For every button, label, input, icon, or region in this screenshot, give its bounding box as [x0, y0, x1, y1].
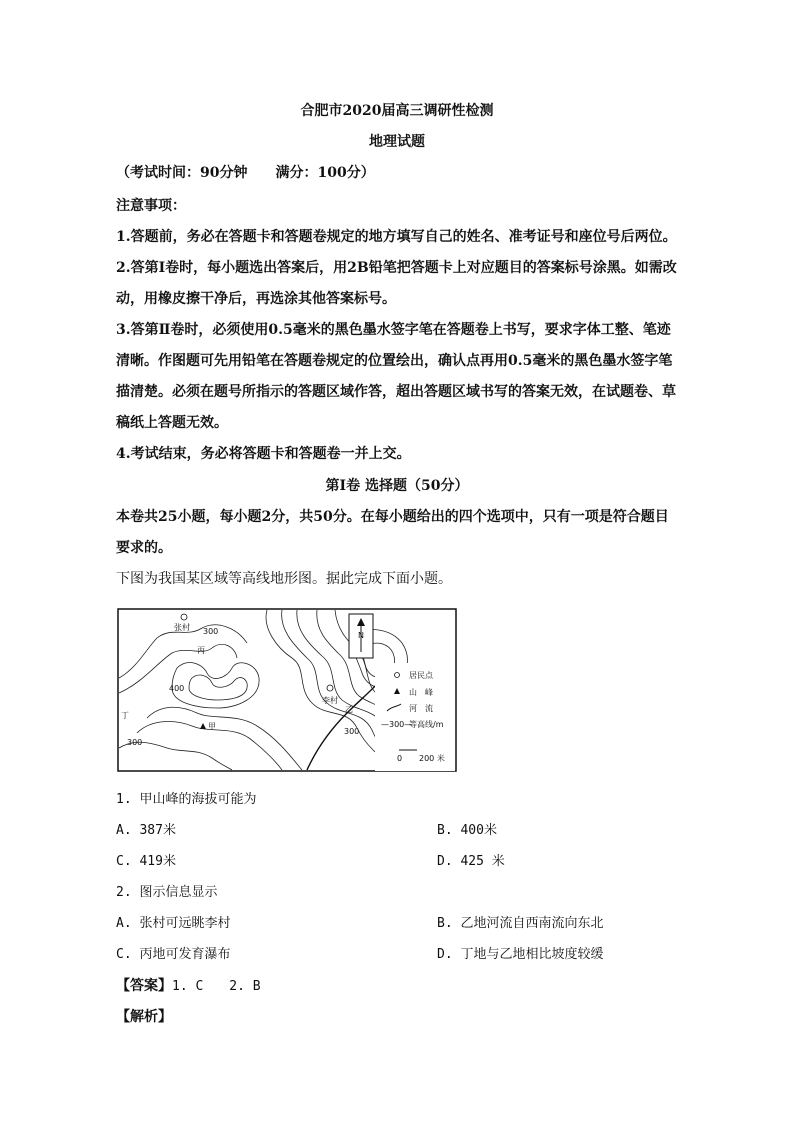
- legend-settlement: 居民点: [409, 671, 433, 680]
- north-label: N: [358, 631, 364, 640]
- option: A. 387米: [116, 823, 176, 838]
- exam-info: （考试时间：90分钟 满分：100分）: [116, 165, 375, 181]
- note-line: 稿纸上答题无效。: [116, 415, 228, 431]
- question-stem: 1. 甲山峰的海拔可能为: [116, 792, 257, 807]
- label-contour-300: 300: [127, 738, 143, 747]
- note-line: 3.答第Ⅱ卷时，必须使用0.5毫米的黑色墨水签字笔在答题卷上书写，要求字体工整、笔迹: [116, 322, 671, 338]
- peak-icon: [200, 723, 206, 729]
- settlement-icon: [181, 614, 187, 620]
- analysis-label: 【解析】: [116, 1009, 172, 1025]
- exam-title: 合肥市2020届高三调研性检测: [300, 103, 494, 119]
- scale-length: 200 米: [419, 754, 445, 763]
- legend-peak: 山 峰: [409, 688, 433, 697]
- note-line: 描清楚。必须在题号所指示的答题区域作答，超出答题区域书写的答案无效，在试题卷、草: [116, 384, 676, 400]
- option: C. 丙地可发育瀑布: [116, 947, 231, 962]
- subject-title: 地理试题: [369, 134, 425, 150]
- label-zhangcun: 张村: [174, 623, 190, 632]
- label-contour-300: 300: [203, 627, 219, 636]
- note-line: 动，用橡皮擦干净后，再选涂其他答案标号。: [116, 291, 396, 307]
- section-desc: 要求的。: [116, 540, 172, 556]
- settlement-icon: [327, 685, 333, 691]
- option: A. 张村可远眺李村: [116, 916, 231, 931]
- note-line: 2.答第Ⅰ卷时，每小题选出答案后，用2B铅笔把答题卡上对应题目的答案标号涂黑。如需改: [116, 260, 677, 276]
- legend-river: 河 流: [409, 704, 433, 713]
- answer-line: [116, 976, 261, 997]
- answer-label: 【答案】: [116, 978, 172, 994]
- notes-heading: 注意事项：: [116, 198, 186, 214]
- label-yi: 乙: [345, 705, 353, 714]
- note-line: 1.答题前，务必在答题卡和答题卷规定的地方填写自己的姓名、准考证号和座位号后两位。: [116, 229, 677, 245]
- label-licun: 李村: [322, 696, 338, 705]
- question-stem: 2. 图示信息显示: [116, 885, 218, 900]
- section-desc: 本卷共25小题，每小题2分，共50分。在每小题给出的四个选项中，只有一项是符合题目: [116, 509, 669, 525]
- option: B. 400米: [437, 823, 497, 838]
- scale-zero: 0: [397, 754, 403, 763]
- legend-contour: 等高线/m: [409, 720, 444, 729]
- option: D. 425 米: [437, 854, 505, 869]
- label-ding: 丁: [121, 711, 129, 720]
- label-bing: 丙: [197, 646, 205, 655]
- label-jia: 甲: [208, 722, 216, 731]
- legend-contour-sample: —300—: [381, 720, 413, 729]
- note-line: 4.考试结束，务必将答题卡和答题卷一并上交。: [116, 446, 411, 462]
- option: B. 乙地河流自西南流向东北: [437, 916, 604, 931]
- answer-text: 1. C 2. B: [172, 979, 261, 994]
- option: D. 丁地与乙地相比坡度较缓: [437, 947, 604, 962]
- section-title: 第Ⅰ卷 选择题（50分）: [325, 478, 469, 494]
- label-contour-300: 300: [344, 727, 360, 736]
- contour-map: [117, 608, 457, 773]
- label-contour-400: 400: [169, 684, 185, 693]
- option: C. 419米: [116, 854, 176, 869]
- note-line: 清晰。作图题可先用铅笔在答题卷规定的位置绘出，确认点再用0.5毫米的黑色墨水签字笔: [116, 353, 673, 369]
- map-intro: 下图为我国某区域等高线地形图。据此完成下面小题。: [116, 571, 452, 587]
